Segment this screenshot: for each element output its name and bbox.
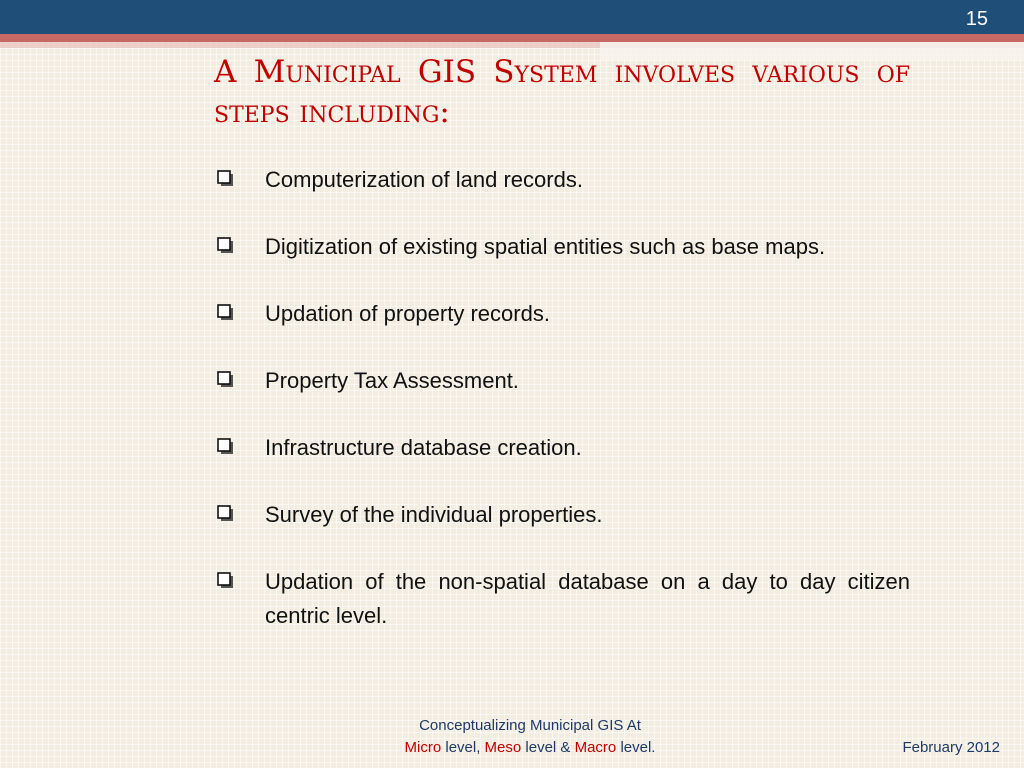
slide-number: 15 — [965, 8, 988, 30]
list-item-text: Digitization of existing spatial entities such as base maps. — [265, 234, 826, 259]
footer-line1: Conceptualizing Municipal GIS At — [419, 717, 641, 734]
header-stripe — [0, 34, 1024, 42]
list-item — [214, 498, 910, 532]
checkbox-icon — [217, 371, 233, 387]
footer-caption — [330, 715, 730, 759]
list-item-text: Updation of the non-spatial database on a day to day citizen centric level. — [265, 569, 910, 628]
footer-date: February 2012 — [902, 739, 1000, 756]
list-item-text: Infrastructure database creation. — [265, 435, 582, 460]
checkbox-icon — [217, 438, 233, 454]
checkbox-icon — [217, 304, 233, 320]
checkbox-icon — [217, 237, 233, 253]
checkbox-icon — [217, 572, 233, 588]
list-item — [214, 230, 910, 264]
slide-title: A Municipal GIS System involves various of steps including: — [214, 54, 910, 130]
footer-level1: level, — [441, 739, 485, 756]
bullet-list — [214, 163, 910, 666]
footer-level3: level. — [616, 739, 656, 756]
footer-level2: level & — [521, 739, 575, 756]
header-bar — [0, 0, 1024, 34]
list-item-text: Updation of property records. — [265, 301, 550, 326]
list-item-text: Property Tax Assessment. — [265, 368, 519, 393]
list-item — [214, 163, 910, 197]
list-item — [214, 364, 910, 398]
footer-macro: Macro — [574, 739, 617, 756]
footer-micro: Micro — [404, 739, 442, 756]
checkbox-icon — [217, 505, 233, 521]
list-item-text: Survey of the individual properties. — [265, 502, 603, 527]
list-item — [214, 297, 910, 331]
checkbox-icon — [217, 170, 233, 186]
list-item-text: Computerization of land records. — [265, 167, 583, 192]
footer-meso: Meso — [484, 739, 522, 756]
footer-line2 — [330, 737, 730, 759]
list-item — [214, 565, 910, 633]
list-item — [214, 431, 910, 465]
